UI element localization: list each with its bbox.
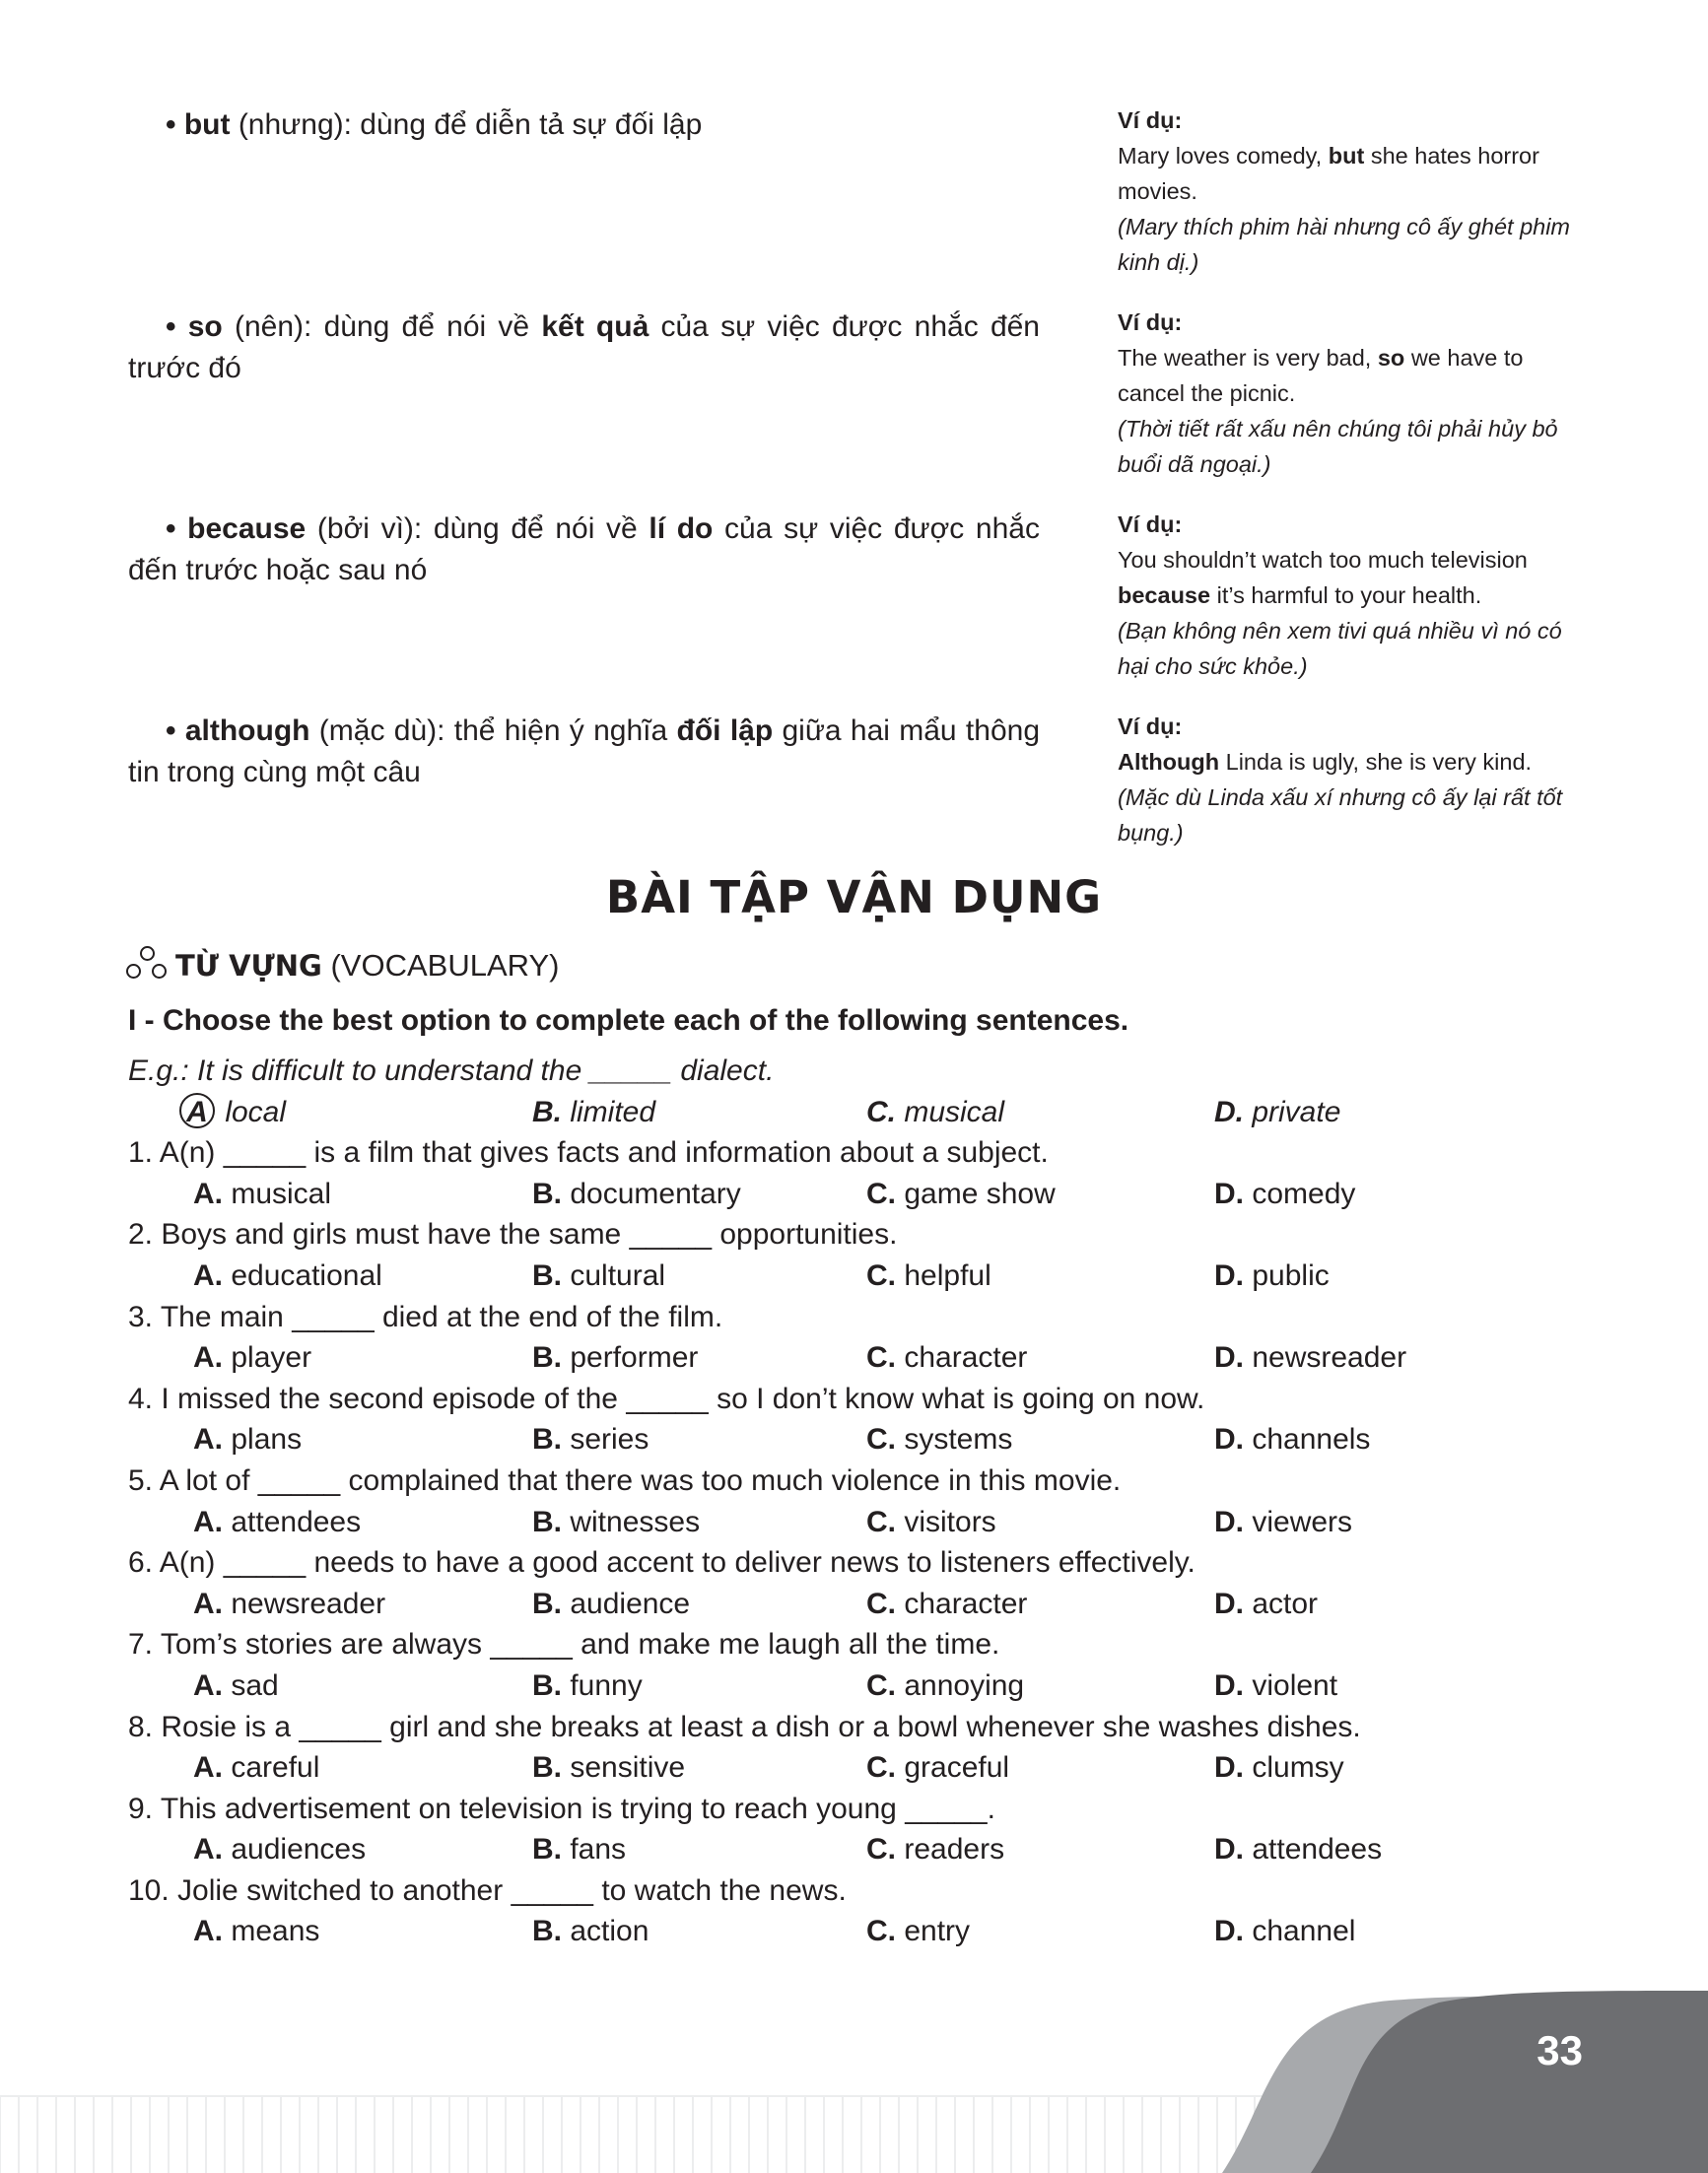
exercise-instruction: I - Choose the best option to complete each of the following sentences. [128, 1004, 1129, 1037]
example-translation: (Thời tiết rất xấu nên chúng tôi phải hủy bỏ buổi dã ngoại.) [1118, 416, 1558, 477]
option-a[interactable]: A. plans [193, 1423, 303, 1457]
question-2: 2. Boys and girls must have the same _____ opportunities. [128, 1218, 898, 1252]
example-sentence: Mary loves comedy, but she hates horror movies. [1118, 143, 1539, 204]
option-a[interactable]: A. means [193, 1915, 320, 1948]
option-d[interactable]: D. actor [1214, 1587, 1319, 1620]
option-c[interactable]: C. visitors [866, 1505, 996, 1538]
option-d[interactable]: D. channels [1214, 1423, 1371, 1457]
question-7: 7. Tom’s stories are always _____ and make me laugh all the time. [128, 1628, 1000, 1662]
circled-answer: A [179, 1093, 215, 1128]
grammar-example-although [1118, 709, 1581, 850]
question-10: 10. Jolie switched to another _____ to watch the news. [128, 1873, 847, 1907]
question-4-options [128, 1419, 1587, 1460]
question-1-options [128, 1174, 1587, 1215]
vocab-heading-normal: (VOCABULARY) [321, 948, 560, 983]
circles-icon [126, 942, 175, 982]
question-9-options [128, 1829, 1587, 1870]
option-b[interactable]: B. audience [532, 1587, 691, 1620]
example-option-b: B. limited [532, 1095, 656, 1128]
option-c[interactable]: C. game show [866, 1177, 1056, 1210]
option-d[interactable]: D. clumsy [1214, 1751, 1344, 1785]
option-b[interactable]: B. documentary [532, 1177, 741, 1210]
option-c[interactable]: C. entry [866, 1915, 971, 1948]
example-label: Ví dụ: [1118, 309, 1183, 335]
example-options [128, 1092, 1587, 1133]
question-9: 9. This advertisement on television is trying to reach young _____. [128, 1792, 995, 1825]
question-6: 6. A(n) _____ needs to have a good accent to deliver news to listeners effectively. [128, 1546, 1196, 1580]
option-d[interactable]: D. newsreader [1214, 1341, 1407, 1375]
question-6-options [128, 1584, 1587, 1625]
option-c[interactable]: C. character [866, 1341, 1028, 1375]
example-label: Ví dụ: [1118, 713, 1183, 739]
example-translation: (Mary thích phim hài nhưng cô ấy ghét phim kinh dị.) [1118, 214, 1571, 275]
question-list [128, 1051, 1587, 1952]
example-translation: (Bạn không nên xem tivi quá nhiều vì nó có hại cho sức khỏe.) [1118, 618, 1562, 679]
option-a[interactable]: A. careful [193, 1751, 320, 1785]
option-c[interactable]: C. annoying [866, 1668, 1025, 1702]
question-3: 3. The main _____ died at the end of the film. [128, 1300, 723, 1333]
option-b[interactable]: B. funny [532, 1668, 643, 1702]
example-option-d: D. private [1214, 1095, 1341, 1128]
option-a[interactable]: A. musical [193, 1177, 332, 1210]
option-b[interactable]: B. series [532, 1423, 649, 1457]
option-a[interactable]: A. newsreader [193, 1587, 386, 1620]
example-question: E.g.: It is difficult to understand the _____ dialect. [128, 1054, 775, 1087]
example-sentence: Although Linda is ugly, she is very kind. [1118, 749, 1533, 775]
option-b[interactable]: B. cultural [532, 1258, 666, 1292]
question-5-options [128, 1502, 1587, 1543]
option-d[interactable]: D. attendees [1214, 1833, 1383, 1867]
option-a[interactable]: A. audiences [193, 1833, 367, 1867]
question-1: 1. A(n) _____ is a film that gives facts and information about a subject. [128, 1136, 1049, 1170]
question-5: 5. A lot of _____ complained that there was too much violence in this movie. [128, 1463, 1122, 1497]
question-3-options [128, 1337, 1587, 1379]
footer-decoration [0, 1951, 1708, 2173]
option-a[interactable]: A. sad [193, 1668, 279, 1702]
option-b[interactable]: B. fans [532, 1833, 627, 1867]
option-d[interactable]: D. violent [1214, 1668, 1338, 1702]
vocab-heading-bold: TỪ VỰNG [175, 949, 322, 983]
grammar-example-but [1118, 102, 1581, 280]
grammar-rule-although: • although (mặc dù): thể hiện ý nghĩa đối lập giữa hai mẩu thông tin trong cùng một câu [128, 714, 1041, 788]
option-d[interactable]: D. public [1214, 1258, 1330, 1292]
example-label: Ví dụ: [1118, 107, 1183, 133]
grammar-example-so [1118, 305, 1581, 482]
option-a[interactable]: A. educational [193, 1258, 382, 1292]
option-c[interactable]: C. character [866, 1587, 1028, 1620]
option-d[interactable]: D. viewers [1214, 1505, 1353, 1538]
option-c[interactable]: C. helpful [866, 1258, 991, 1292]
question-10-options [128, 1911, 1587, 1952]
example-label: Ví dụ: [1118, 511, 1183, 537]
question-7-options [128, 1665, 1587, 1707]
section-title: BÀI TẬP VẬN DỤNG [605, 871, 1103, 923]
question-8: 8. Rosie is a _____ girl and she breaks at least a dish or a bowl whenever she washes dishes. [128, 1710, 1361, 1743]
example-option-c: C. musical [866, 1095, 1005, 1128]
page-number: 33 [1537, 2027, 1583, 2073]
option-a[interactable]: A. attendees [193, 1505, 362, 1538]
example-translation: (Mặc dù Linda xấu xí nhưng cô ấy lại rất tốt bụng.) [1118, 784, 1563, 846]
vocab-heading [126, 942, 559, 986]
option-b[interactable]: B. action [532, 1915, 649, 1948]
option-d[interactable]: D. channel [1214, 1915, 1356, 1948]
option-c[interactable]: C. graceful [866, 1751, 1010, 1785]
option-b[interactable]: B. performer [532, 1341, 699, 1375]
example-option-a: A local [183, 1092, 286, 1133]
example-sentence: You shouldn’t watch too much television because it’s harmful to your health. [1118, 547, 1528, 608]
option-b[interactable]: B. witnesses [532, 1505, 701, 1538]
question-8-options [128, 1747, 1587, 1789]
option-c[interactable]: C. readers [866, 1833, 1005, 1867]
question-4: 4. I missed the second episode of the _____ so I don’t know what is going on now. [128, 1382, 1205, 1415]
question-2-options [128, 1256, 1587, 1297]
option-b[interactable]: B. sensitive [532, 1751, 686, 1785]
option-c[interactable]: C. systems [866, 1423, 1013, 1457]
grammar-rule-because: • because (bởi vì): dùng để nói về lí do của sự việc được nhắc đến trước hoặc sau nó [128, 512, 1040, 586]
option-a[interactable]: A. player [193, 1341, 312, 1375]
grammar-rule-but: • but (nhưng): dùng để diễn tả sự đối lập [166, 108, 703, 141]
grammar-example-because [1118, 507, 1581, 684]
option-d[interactable]: D. comedy [1214, 1177, 1356, 1210]
grammar-rule-so: • so (nên): dùng để nói về kết quả của sự việc được nhắc đến trước đó [128, 310, 1040, 384]
example-sentence: The weather is very bad, so we have to cancel the picnic. [1118, 345, 1524, 406]
